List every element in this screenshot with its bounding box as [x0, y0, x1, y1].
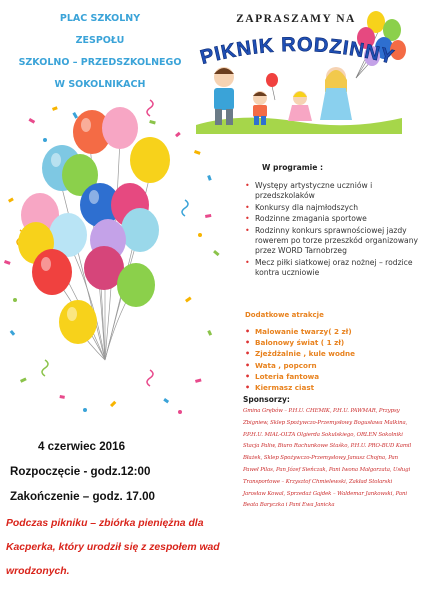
extras-list: [243, 326, 355, 393]
program-list: [243, 181, 423, 280]
sponsors-title: Sponsorzy:: [243, 395, 290, 404]
banner-invite: ZAPRASZAMY NA: [236, 13, 356, 25]
school-line-4: W SOKOLNIKACH: [54, 79, 146, 90]
balloons: [18, 107, 170, 344]
banner-title: PIKNIK RODZINNY: [198, 33, 397, 69]
program-item: • Konkursy dla najmłodszych: [255, 203, 423, 213]
extras-item: • Kiermasz ciast: [255, 382, 355, 393]
program-item: • Mecz piłki siatkowej oraz nożnej – rodzice kontra uczniowie: [255, 258, 423, 279]
event-date: 4 czerwiec 2016: [38, 440, 126, 453]
program-item: • Rodzinny konkurs sprawnościowej jazdy rowerem po torze przeszkód organizowany przez WORD Tarnobrzeg: [255, 226, 423, 257]
sponsors-text: Gmina Grębów – P.H.U. CHEMIK, P.H.U. PAWMAR, Przypsy Zbigniew, Sklep Spożywczo-Przemysłowy Bogusława Malkina, P.P.H.U. MIAL-OLTA Olgierda Sokulskiego, ORLEN Sokolniki Stacja Paliw, Biuro Rachunkowe Staśko, P.H.U. PRO-BUD Kamil Błażek, Sklep Spożywczo-Przemysłowy Janusz Chojna, Pan Paweł Pilas, Pan Józef Sieńczak, Pani Iwona Małgorzata, Usługi Transportowe – Krzysztof Chmielewski, Zakład Stolarski Jarosław Kowal, Sprzedaż Gajdek – Waldemar Jankowski, Pani Beata Baryczka i Pani Ewa Janicka: [243, 408, 412, 509]
program-item: • Rodzinne zmagania sportowe: [255, 214, 423, 224]
school-line-1: PLAC SZKOLNY: [59, 13, 141, 24]
extras-title: Dodatkowe atrakcje: [245, 311, 324, 319]
school-line-3: SZKOLNO – PRZEDSZKOLNEGO: [18, 57, 182, 68]
extras-item: • Malowanie twarzy( 2 zł): [255, 326, 355, 337]
event-start-time: Rozpoczęcie - godz.12:00: [10, 465, 151, 478]
extras-item: • Loteria fantowa: [255, 371, 355, 382]
extras-item: • Zjeżdżalnie , kule wodne: [255, 348, 355, 359]
extras-item: • Wata , popcorn: [255, 360, 355, 371]
school-header: [0, 8, 200, 96]
program-item: • Występy artystyczne uczniów i przedszkolaków: [255, 181, 423, 202]
school-line-2: ZESPOŁU: [75, 35, 125, 46]
program-title: W programie :: [262, 163, 324, 172]
banner-title-wordart: [190, 30, 405, 74]
event-end-time: Zakończenie – godz. 17.00: [10, 490, 155, 503]
fundraiser-note: Podczas pikniku – zbiórka pieniężna dla Kacperka, który urodził się z zespołem wad wrodzonych.: [6, 518, 220, 577]
extras-item: • Balonowy świat ( 1 zł): [255, 337, 355, 348]
svg-text:PIKNIK RODZINNY: [198, 34, 397, 69]
